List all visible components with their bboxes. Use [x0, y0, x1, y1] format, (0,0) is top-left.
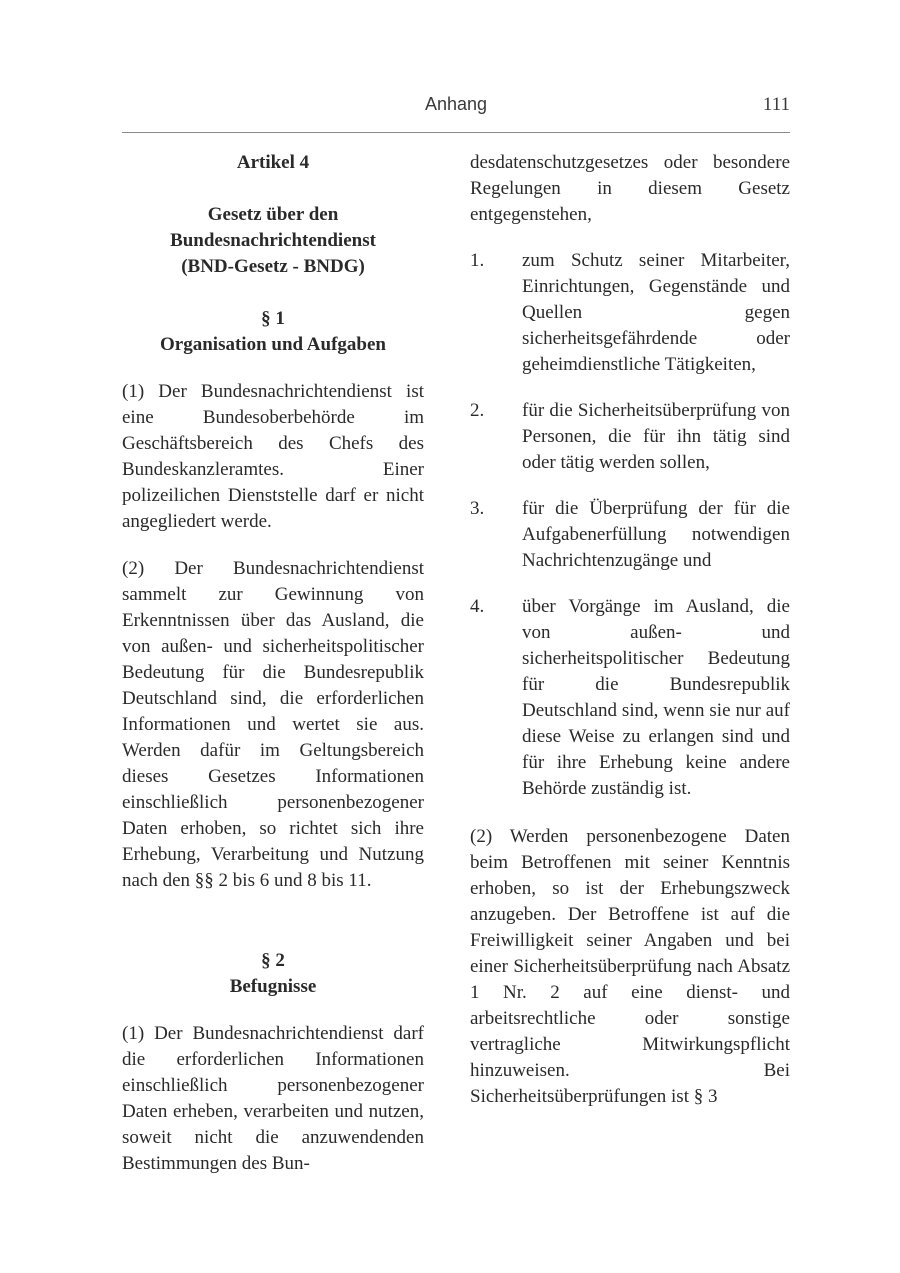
page-number: 111 [762, 94, 790, 115]
left-column [122, 150, 424, 1177]
list-item [470, 594, 790, 802]
law-title-line-1: Gesetz über den [207, 204, 339, 225]
right-column [470, 150, 790, 1110]
running-title: Anhang [424, 94, 488, 114]
section-2-number: § 2 [261, 950, 285, 971]
law-title-line-2: Bundesnachrichtendienst [170, 230, 376, 251]
continuation-text: desdatenschutzgesetzes oder besondere Regelungen in diesem Gesetz entgegenstehen, [470, 152, 790, 225]
list-item [470, 398, 790, 476]
page-header [122, 94, 790, 118]
section-2-paragraph-1: (1) Der Bundesnachrichtendienst darf die erforderlichen Informationen einschließlich personenbezogener Daten erheben, verarbeiten und nutzen, soweit nicht die anzuwendenden Bestimmungen des Bun- [122, 1023, 424, 1174]
list-item-number: 4. [470, 596, 485, 617]
list-item-number: 1. [470, 250, 485, 271]
list-item-text: für die Sicherheitsüberprüfung von Personen, die für ihn tätig sind oder tätig werden sollen, [522, 400, 790, 473]
list-item [470, 248, 790, 378]
list-item-number: 2. [470, 400, 485, 421]
header-rule [122, 132, 790, 133]
section-2-paragraph-2: (2) Werden personenbezogene Daten beim Betroffenen mit seiner Kenntnis erhoben, so ist der Erhebungszweck anzugeben. Der Betroffene ist auf die Freiwilligkeit seiner Angaben und bei einer Sicherheitsüberprüfung nach Absatz 1 Nr. 2 auf eine dienst- und arbeitsrechtliche oder sonstige vertragliche Mitwirkungspflicht hinzuweisen. Bei Sicherheitsüberprüfungen ist § 3 [470, 826, 790, 1107]
list-item-text: für die Überprüfung der für die Aufgabenerfüllung notwendigen Nachrichtenzugänge und [522, 498, 790, 571]
section-1-paragraph-2: (2) Der Bundesnachrichtendienst sammelt zur Gewinnung von Erkenntnissen über das Ausland, die von außen- und sicherheitspolitischer Bedeutung für die Bundesrepublik Deutschland sind, die erforderlichen Informationen und wertet sie aus. Werden dafür im Geltungsbereich dieses Gesetzes Informationen einschließlich personenbezogener Daten erhoben, so richtet sich ihre Erhebung, Verarbeitung und Nutzung nach den §§ 2 bis 6 und 8 bis 11. [122, 558, 424, 891]
section-2-title: Befugnisse [229, 976, 317, 997]
section-1-paragraph-1: (1) Der Bundesnachrichtendienst ist eine Bundesoberbehörde im Geschäftsbereich des Chefs des Bundeskanzleramtes. Einer polizeilichen Dienststelle darf er nicht angegliedert werde. [122, 381, 424, 532]
article-heading: Artikel 4 [236, 152, 310, 173]
list-item-text: zum Schutz seiner Mitarbeiter, Einrichtungen, Gegenstände und Quellen gegen sicherheitsgefährdende oder geheimdienstliche Tätigkeiten, [522, 250, 790, 375]
list-item-number: 3. [470, 498, 485, 519]
list-item-text: über Vorgänge im Ausland, die von außen- und sicherheitspolitischer Bedeutung für die Bundesrepublik Deutschland sind, wenn sie nur auf diese Weise zu erlangen sind und für ihre Erhebung keine andere Behörde zuständig ist. [522, 596, 790, 799]
section-1-number: § 1 [261, 308, 285, 329]
list-item [470, 496, 790, 574]
law-title-line-3: (BND-Gesetz - BNDG) [181, 256, 365, 277]
section-1-title: Organisation und Aufgaben [160, 334, 386, 355]
